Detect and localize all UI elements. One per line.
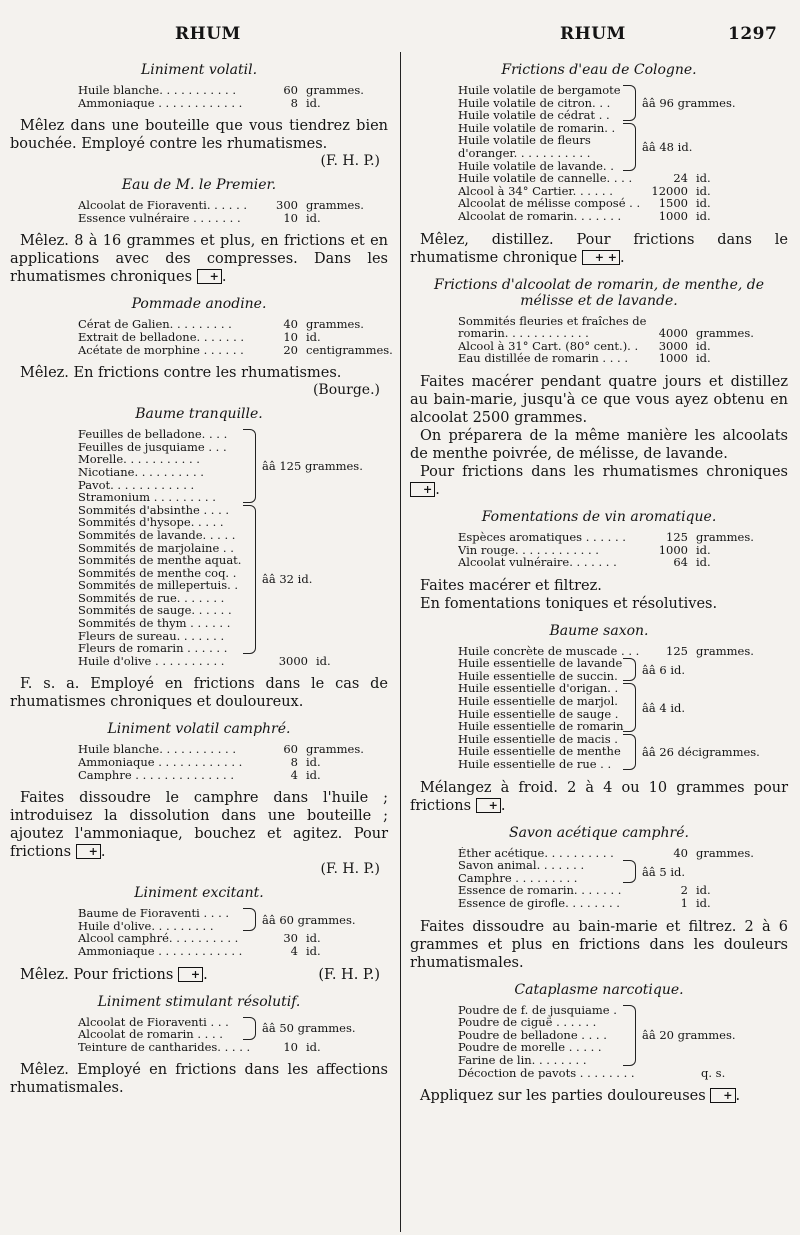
ingredient-row [78,1041,388,1054]
ingredient-row [78,342,393,357]
ingredient-group [78,907,388,932]
recipe-title: Cataplasme narcotique. [514,981,684,998]
group-items [78,504,243,655]
ingredient-name: Poudre de ciguë . . . . . . [458,1015,597,1030]
ingredient-name: Fleurs de sureau. . . . . . . [78,628,225,643]
treatment-symbol: + [197,269,222,284]
ingredient-name: Morelle. . . . . . . . . . . [78,452,200,467]
ingredient-unit: id. [316,653,331,668]
ingredients [10,317,393,357]
ingredient-quantity: 4000 [658,326,688,341]
ingredients [10,932,388,957]
brace [623,123,636,171]
ingredient-name: Éther acétique. . . . . . . . . . [458,846,614,860]
ingredient-quantity: 10 [283,210,298,225]
ingredient-name: Huile essentielle de sauge . [458,706,619,721]
ingredient-name: Pavot. . . . . . . . . . . . [78,477,195,492]
instructions-text: Mêlez. 8 à 16 grammes et plus, en frictions et en applications avec des compresses. Dans les rhumatismes chroniques [10,233,388,286]
ingredient-group [458,122,788,172]
ingredient-quantity: 2 [680,883,688,898]
treatment-symbol: + [410,482,435,497]
ingredient-row [458,1067,788,1080]
ingredient-row [78,318,388,331]
ingredient-name: Feuilles de belladone. . . . [78,427,228,442]
group-quantity: ââ 26 décigrammes. [642,744,760,759]
ingredient-quantity: 1000 [658,542,688,557]
ingredient-name: Huile d'olive. . . . . . . . . [78,918,214,933]
ingredient-name: Ammoniaque . . . . . . . . . . . . [78,945,243,958]
ingredient-row [78,769,388,782]
ingredient-quantity [673,1067,693,1080]
ingredient-group [458,657,788,682]
ingredient-name: Camphre . . . . . . . . . [458,870,578,885]
page-number: 1297 [728,24,778,44]
ingredient-name: Ammoniaque . . . . . . . . . . . . [78,96,243,110]
ingredient-row [78,932,388,945]
ingredient-group [458,84,788,122]
ingredient-name: Alcoolat de Fioraventi . . . [78,1014,229,1029]
ingredient-row [78,945,388,958]
brace [243,908,256,931]
recipe-title: Frictions d'eau de Cologne. [501,62,697,78]
ingredient-quantity: 60 [283,742,298,757]
ingredient-name: Essence vulnéraire . . . . . . . [78,211,241,225]
recipe-title: Pommade anodine. [131,296,267,313]
instructions: Mêlez. Employé en frictions dans les affections rhumatismales. [10,1062,388,1097]
ingredient-name: Sommités de marjolaine . . [78,540,234,555]
ingredient-name: Huile essentielle d'origan. . [458,681,619,696]
ingredient-name: Huile essentielle de succin. [458,668,618,683]
ingredient-name: Huile volatile de cédrat . . [458,108,610,123]
ingredient-name: Alcoolat vulnéraire. . . . . . . [458,556,617,569]
group-quantity: ââ 20 grammes. [642,1028,736,1043]
ingredient-group [78,1016,388,1041]
ingredient-name: Huile essentielle de rue . . [458,757,612,772]
group-quantity: ââ 6 id. [642,662,686,677]
ingredient-name: Huile essentielle de lavande [458,656,623,671]
ingredient-unit: id. [306,329,321,344]
ingredient-row [78,212,388,225]
ingredient-name: Essence de girofle. . . . . . . . [458,897,620,910]
right-column [410,62,788,1105]
ingredient-unit: grammes. [696,326,754,341]
instructions: Faites macérer et filtrez. [420,577,602,594]
running-head-right: RHUM [560,24,626,44]
ingredient-group [78,428,388,504]
ingredient-name: Huile blanche. . . . . . . . . . . [78,84,236,97]
ingredient-row [458,172,788,185]
group-items [458,1004,623,1067]
ingredient-name: Sommités d'hysope. . . . . [78,515,224,530]
ingredient-row [458,185,788,198]
group-quantity: ââ 96 grammes. [642,95,736,110]
ingredient-unit: grammes. [306,317,364,332]
ingredient-name: Essence de romarin. . . . . . . [458,884,622,897]
ingredient-name: Huile blanche. . . . . . . . . . . [78,743,236,757]
instructions: En fomentations toniques et résolutives. [420,595,718,612]
group-items [458,859,623,884]
ingredient-row [78,199,388,212]
ingredient-name: Huile essentielle de menthe [458,744,621,759]
instructions: Faites dissoudre le camphre dans l'huile ; introduisez la dissolution dans une bouteille ; ajoutez l'ammoniaque, bouchez et agitez. Pour frictions + . [10,790,388,861]
ingredients [410,884,788,909]
instructions: Mélangez à froid. 2 à 4 ou 10 grammes pour frictions + . [410,779,788,814]
ingredients [410,315,788,365]
group-items [458,122,623,172]
ingredient-name: Vin rouge. . . . . . . . . . . . [458,543,599,557]
group-items [458,84,623,122]
ingredient-quantity: 1000 [658,208,688,223]
source-ref: (F. H. P.) [318,966,380,983]
ingredient-unit: id. [696,896,711,910]
instructions-text: Faites dissoudre le camphre dans l'huile ; introduisez la dissolution dans une bouteille ; ajoutez l'ammoniaque, bouchez et agitez. Pour frictions [10,790,388,861]
ingredient-row [458,544,788,557]
ingredient-group [458,682,788,732]
ingredient-name: Sommités de millepertuis. . [78,578,239,593]
recipe-title: Eau de M. le Premier. [121,177,277,194]
ingredient-unit: grammes. [306,83,364,97]
group-quantity: ââ 50 grammes. [262,1021,356,1036]
recipe-title: Liniment volatil. [140,62,258,78]
brace [243,1017,256,1040]
group-quantity: ââ 125 grammes. [262,458,363,473]
group-quantity: ââ 48 id. [642,139,693,154]
ingredient-name: Sommités fleuries et fraîches de romarin. . . . . . . . . . . . [458,314,647,340]
ingredients [10,84,388,109]
ingredient-name: Huile concrète de muscade . . . [458,644,640,658]
ingredient-name: Huile volatile de romarin. . [458,120,616,135]
ingredient-quantity: 300 [276,198,298,213]
ingredient-unit: grammes. [696,529,754,544]
instructions-text: Mêlez, distillez. Pour frictions dans le rhumatisme chronique [410,231,788,266]
recipe-title: Liniment excitant. [134,885,264,902]
instructions-text: Pour frictions dans les rhumatismes chroniques [420,463,788,480]
instructions: Appliquez sur les parties douloureuses + . [420,1088,741,1105]
instructions: On préparera de la même manière les alcoolats de menthe poivrée, de mélisse, de lavande. [410,427,788,462]
ingredient-quantity: 1 [680,896,688,910]
ingredient-unit: id. [696,196,711,211]
brace [623,85,636,121]
brace [623,683,636,731]
ingredient-row [78,331,388,344]
ingredient-row [458,897,788,910]
ingredient-row [458,315,788,340]
recipe-title: Savon acétique camphré. [509,824,689,841]
ingredient-name: Espèces aromatiques . . . . . . [458,530,626,544]
ingredient-quantity: 30 [283,931,298,946]
ingredients [10,1041,388,1054]
ingredient-quantity: 10 [283,1039,298,1054]
ingredient-name: Feuilles de jusquiame . . . [78,439,227,454]
ingredient-quantity: 4 [290,767,298,782]
ingredient-name: Huile d'olive . . . . . . . . . . [78,654,225,668]
brace [243,429,256,503]
recipe-title: Baume tranquille. [135,406,263,423]
ingredient-unit: grammes. [306,198,364,213]
ingredient-unit: id. [696,883,711,898]
group-items [458,682,623,732]
ingredient-unit: id. [696,351,711,366]
ingredient-name: Poudre de morelle . . . . . [458,1040,602,1055]
ingredient-name: Teinture de cantharides. . . . . [78,1040,251,1054]
ingredient-unit: id. [696,171,711,186]
ingredient-name: Alcool à 34° Cartier. . . . . . [458,184,613,198]
ingredient-quantity: 10 [283,329,298,344]
source-ref: (F. H. P.) [320,153,380,170]
ingredient-row [458,531,788,544]
ingredient-quantity: 64 [673,555,688,570]
ingredient-unit: id. [696,183,711,198]
ingredient-quantity: 24 [673,171,688,186]
ingredient-quantity: 125 [666,529,688,544]
ingredient-unit: id. [306,210,321,225]
ingredient-row [458,197,788,210]
ingredient-row [458,340,788,353]
ingredient-row [78,97,388,110]
ingredient-unit: id. [306,931,321,946]
ingredient-name: Fleurs de romarin . . . . . . [78,641,228,656]
ingredient-quantity: 125 [666,643,688,658]
ingredient-name: Cérat de Galien. . . . . . . . . [78,318,232,331]
column-rule [400,52,401,1232]
ingredient-name: Huile volatile de cannelle. . . . [458,172,633,185]
instructions: F. s. a. Employé en frictions dans le cas de rhumatismes chroniques et douloureux. [10,676,388,711]
recipe-title: Liniment stimulant résolutif. [97,993,301,1010]
instructions: Mêlez. 8 à 16 grammes et plus, en frictions et en applications avec des compresses. Dans les rhumatismes chroniques + . [10,233,388,286]
ingredient-name: Huile essentielle de marjol. [458,694,618,709]
ingredient-name: Camphre . . . . . . . . . . . . . . [78,768,234,782]
brace [243,505,256,654]
ingredient-group [458,1004,788,1067]
ingredient-name: Ammoniaque . . . . . . . . . . . . [78,756,243,769]
ingredient-quantity: 3000 [658,338,688,353]
ingredient-quantity: 1000 [658,351,688,366]
instructions: Mêlez. En frictions contre les rhumatismes. [20,365,342,382]
ingredient-name: Alcoolat de Fioraventi. . . . . . [78,199,248,212]
group-quantity: ââ 4 id. [642,700,686,715]
ingredient-name: Extrait de belladone. . . . . . . [78,330,245,344]
group-items [78,428,243,504]
ingredient-row [458,884,788,897]
ingredients [410,172,788,222]
ingredient-quantity: 3000 [278,653,308,668]
ingredient-name: Huile volatile de bergamote [458,83,621,97]
ingredient-name: Sommités de sauge. . . . . . [78,603,232,618]
treatment-symbol: + [710,1088,735,1103]
group-items [458,657,623,682]
treatment-symbol: + [476,798,501,813]
ingredient-unit: id. [306,767,321,782]
instructions-text: Appliquez sur les parties douloureuses [420,1088,706,1105]
ingredient-quantity: 40 [283,317,298,332]
ingredient-row [458,352,788,365]
ingredient-name: Sommités de menthe aquat. [78,553,242,568]
ingredient-quantity: 1500 [658,196,688,211]
ingredient-row [458,556,788,569]
source-ref: (Bourge.) [312,382,380,399]
ingredient-name: Nicotiane. . . . . . . . . . [78,464,204,479]
ingredient-unit: grammes. [696,643,754,658]
ingredients [410,531,788,569]
ingredient-group [458,733,788,771]
group-items [78,907,243,932]
ingredient-name: Huile volatile de fleurs d'oranger. . . . . . . . . . . [458,133,591,160]
ingredient-quantity: 60 [283,83,298,97]
instructions: Faites macérer pendant quatre jours et distillez au bain-marie, jusqu'à ce que vous ayez obtenu en alcoolat 2500 grammes. [410,373,788,426]
brace [623,860,636,883]
treatment-symbol: + [178,967,203,982]
ingredient-name: Huile volatile de lavande. . [458,158,614,173]
ingredient-name: Sommités de rue. . . . . . . [78,590,225,605]
ingredient-unit: id. [696,338,711,353]
instructions-text: Mêlez. Pour frictions [20,966,174,983]
ingredient-name: Eau distillée de romarin . . . . [458,352,629,365]
ingredient-unit: grammes. [696,845,754,860]
treatment-symbol: + [76,844,101,859]
ingredient-unit: id. [696,542,711,557]
ingredient-name: Sommités de lavande. . . . . [78,527,236,542]
ingredient-quantity: 20 [283,342,298,357]
ingredient-name: Décoction de pavots . . . . . . . . [458,1066,635,1080]
ingredient-name: Alcool camphré. . . . . . . . . . [78,932,239,945]
left-column [10,62,393,1097]
ingredient-name: Farine de lin. . . . . . . . [458,1052,587,1067]
ingredient-name: Baume de Fioraventi . . . . [78,906,230,921]
treatment-symbol: + + [582,250,620,265]
running-head-left: RHUM [175,24,241,44]
ingredient-name: Acétate de morphine . . . . . . [78,343,244,357]
instructions: Mêlez dans une bouteille que vous tiendrez bien bouchée. Employé contre les rhumatismes. [10,118,388,153]
ingredient-name: Alcool à 31° Cart. (80° cent.). . [458,339,639,353]
brace [623,658,636,681]
ingredient-quantity: 8 [290,95,298,110]
ingredient-row [78,756,388,769]
ingredient-row [78,655,388,668]
ingredient-name: Poudre de f. de jusquiame . [458,1002,617,1017]
group-quantity: ââ 60 grammes. [262,912,356,927]
ingredient-unit: id. [696,555,711,570]
ingredient-name: Huile essentielle de macis . [458,731,618,746]
ingredient-name: Alcoolat de romarin . . . . [78,1027,223,1042]
recipe-title: Baume saxon. [549,622,649,639]
ingredient-name: Alcoolat de mélisse composé . . [458,197,641,210]
ingredient-row [458,210,788,223]
ingredient-name: Alcoolat de romarin. . . . . . . [458,209,622,223]
ingredient-quantity: 12000 [651,183,688,198]
group-quantity: ââ 32 id. [262,572,313,587]
ingredient-unit: grammes. [306,742,364,757]
ingredients [410,1067,788,1080]
group-quantity: ââ 5 id. [642,864,686,879]
ingredient-name: Poudre de belladone . . . . [458,1027,607,1042]
ingredient-unit: id. [306,944,321,958]
ingredients [10,743,388,781]
group-items [78,1016,243,1041]
ingredient-unit: q. s. [701,1065,726,1080]
brace [623,734,636,770]
ingredient-unit: id. [306,755,321,770]
ingredient-name: Huile volatile de citron. . . [458,95,611,110]
ingredient-unit: id. [306,1039,321,1054]
ingredient-group [458,859,788,884]
ingredient-unit: id. [306,95,321,110]
instructions: Faites dissoudre au bain-marie et filtrez. 2 à 6 grammes et plus en frictions dans les douleurs rhumatismales. [410,918,788,971]
ingredient-name: Sommités de menthe coq. . [78,565,237,580]
recipe-title: Frictions d'alcoolat de romarin, de menthe, de mélisse et de lavande. [433,276,765,309]
instructions-text: Mélangez à froid. 2 à 4 ou 10 grammes pour frictions [410,779,788,814]
brace [623,1005,636,1066]
ingredients [10,655,388,668]
ingredient-row [78,84,388,97]
ingredient-group [78,504,388,655]
ingredient-unit: id. [696,208,711,223]
ingredient-row [78,743,388,756]
ingredient-name: Stramonium . . . . . . . . . [78,490,216,505]
ingredient-name: Sommités de thym . . . . . . [78,616,231,631]
ingredient-unit: centigrammes. [306,342,393,357]
recipe-title: Liniment volatil camphré. [107,721,291,738]
ingredient-name: Sommités d'absinthe . . . . [78,502,230,517]
source-ref: (F. H. P.) [320,861,380,878]
ingredient-name: Savon animal. . . . . . . [458,858,585,873]
ingredients [10,199,388,224]
instructions: Mêlez, distillez. Pour frictions dans le rhumatisme chronique + + . [410,231,788,266]
instructions: Mêlez. Pour frictions + . (F. H. P.) [10,966,388,984]
ingredient-name: Huile essentielle de romarin [458,719,624,734]
instructions: Pour frictions dans les rhumatismes chroniques + . [410,463,788,499]
group-items [458,733,623,771]
ingredient-quantity: 4 [290,944,298,958]
recipe-title: Fomentations de vin aromatique. [481,508,717,525]
ingredient-quantity: 40 [673,845,688,860]
ingredient-quantity: 8 [290,755,298,770]
